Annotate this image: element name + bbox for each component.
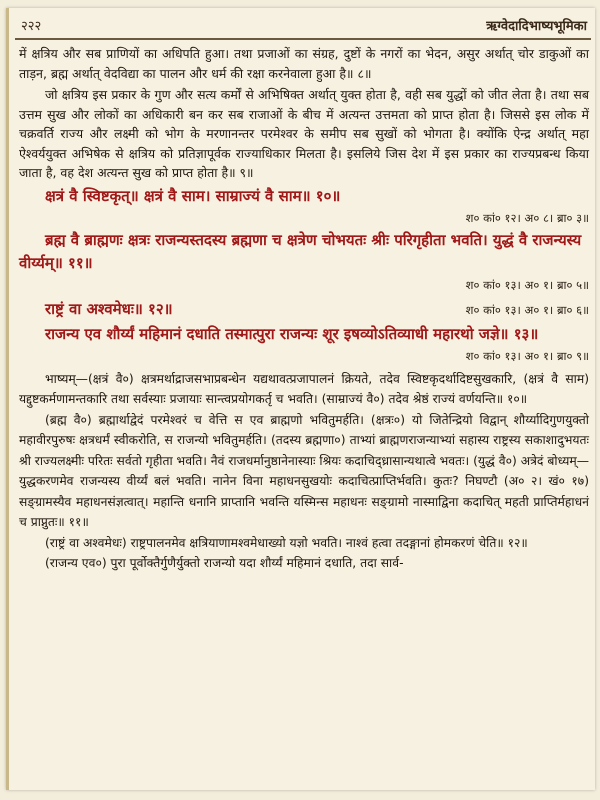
paragraph-1: में क्षत्रिय और सब प्राणियों का अधिपति हुआ। तथा प्रजाओं का संग्रह, दुष्टों के नगरों का भेदन, असुर अर्थात् चोर डाकुओं का ताड़न, ब्रह्म अर्थात् वेदविद्या का पालन और धर्म की रक्षा करनेवाला हुआ है॥ ८॥	[19, 46, 589, 81]
commentary-12: (राष्ट्रं वा अश्वमेधः) राष्ट्रपालनमेव क्षत्रियाणामश्वमेधाख्यो यज्ञो भवति। नाश्वं हत्वा तदङ्गानां होमकरणं चेति॥ १२॥	[45, 535, 528, 550]
running-head: ऋग्वेदादिभाष्यभूमिका	[486, 19, 587, 34]
mantra-10: क्षत्रं वै स्विष्टकृत्॥ क्षत्रं वै साम। साम्राज्यं वै साम॥ १०॥	[45, 186, 341, 205]
header-rule	[15, 38, 591, 40]
mantra-11: ब्रह्म वै ब्राह्मणः क्षत्रः राजन्यस्तदस्य ब्रह्मणा च क्षत्रेण चोभयतः श्रीः परिगृहीता भवति। युद्धं वै राजन्यस्य वीर्य्यम्॥ ११॥	[19, 230, 582, 272]
mantra-12-reference: श० कां० १३। अ० १। ब्रा० ६॥	[465, 302, 589, 317]
page-number: २२२	[21, 19, 42, 34]
commentary-10: भाष्यम्—(क्षत्रं वै०) क्षत्रमर्थाद्राजसभाप्रबन्धेन यद्यथावत्प्रजापालनं क्रियते, तदेव स्विष्टकृदर्थादिष्टसुखकारि, (क्षत्रं वै साम) यद्दुष्टकर्मणामन्तकारि तथा सर्वस्याः प्रजायाः सान्त्वप्रयोगकर्तृ च भवति। (साम्राज्यं वै०) तदेव श्रेष्ठं राज्यं वर्णयन्ति॥ १०॥	[19, 371, 589, 406]
mantra-13: राजन्य एव शौर्य्यं महिमानं दधाति तस्मात्पुरा राजन्यः शूर इषव्योऽतिव्याधी महारथो जज्ञे॥ १३॥	[45, 324, 539, 343]
page-body	[19, 44, 589, 574]
mantra-13-reference: श० कां० १३। अ० १। ब्रा० ९॥	[465, 348, 589, 363]
paragraph-2: जो क्षत्रिय इस प्रकार के गुण और सत्य कर्मों से अभिषिक्त अर्थात् युक्त होता है, वही सब युद्धों को जीत लेता है। तथा सब उत्तम सुख और लोकों का अधिकारी बन कर सब राजाओं के बीच में अत्यन्त उत्तमता को प्राप्त होता है। जिससे इस लोक में चक्रवर्ति राज्य और लक्ष्मी को भोग के मरणानन्तर परमेश्वर के समीप सब सुखों को भोगता है। क्योंकि ऐन्द्र अर्थात् महा ऐश्वर्ययुक्त अभिषेक से क्षत्रिय को प्रतिज्ञापूर्वक राज्याधिकार मिलता है। इसलिये जिस देश में इस प्रकार का राज्यप्रबन्ध किया जाता है, वह देश अत्यन्त सुख को प्राप्त होता है॥ ९॥	[19, 87, 589, 180]
commentary	[19, 369, 589, 574]
mantra-12: राष्ट्रं वा अश्वमेधः॥ १२॥	[45, 299, 173, 318]
mantra-10-reference: श० कां० १२। अ० ८। ब्रा० ३॥	[465, 210, 589, 225]
page-header	[9, 8, 595, 38]
commentary-13: (राजन्य एव०) पुरा पूर्वोक्तैर्गुणैर्युक्तो राजन्यो यदा शौर्य्यं महिमानं दधाति, तदा सार्व-	[45, 556, 404, 570]
mantra-12-row	[19, 296, 589, 323]
mantra-11-reference: श० कां० १३। अ० १। ब्रा० ५॥	[465, 277, 589, 292]
book-page	[6, 8, 595, 790]
commentary-11: (ब्रह्म वै०) ब्रह्मार्थाद्वेदं परमेश्वरं च वेत्ति स एव ब्राह्मणो भवितुमर्हति। (क्षत्रः०) यो जितेन्द्रियो विद्वान् शौर्य्यादिगुणयुक्तो महावीरपुरुषः क्षत्रधर्मं स्वीकरोति, स राजन्यो भवितुमर्हति। (तदस्य ब्रह्मणा०) ताभ्यां ब्राह्मणराजन्याभ्यां सहास्य राष्ट्रस्य सकाशादुभयतः श्री राज्यलक्ष्मीः परितः सर्वतो गृहीता भवति। नैवं राजधर्मानुष्ठानेनास्याः श्रियः कदाचिद्ध्रासान्यथात्वे भवतः। (युद्धं वै०) अत्रेदं बोध्यम्—युद्धकरणमेव राजन्यस्य वीर्य्यं बलं भवति। नानेन विना महाधनसुखयोः कदाचित्प्राप्तिर्भवति। कुतः? निघण्टौ (अ० २। खं० १७) सङ्ग्रामस्यैव महाधनसंज्ञत्वात्। महान्ति धनानि प्राप्तानि भवन्ति यस्मिन्स महाधनः सङ्ग्रामो नास्माद्विना कदाचित् महती प्राप्तिर्महाधनं च प्राप्नुतः॥ ११॥	[19, 412, 589, 529]
